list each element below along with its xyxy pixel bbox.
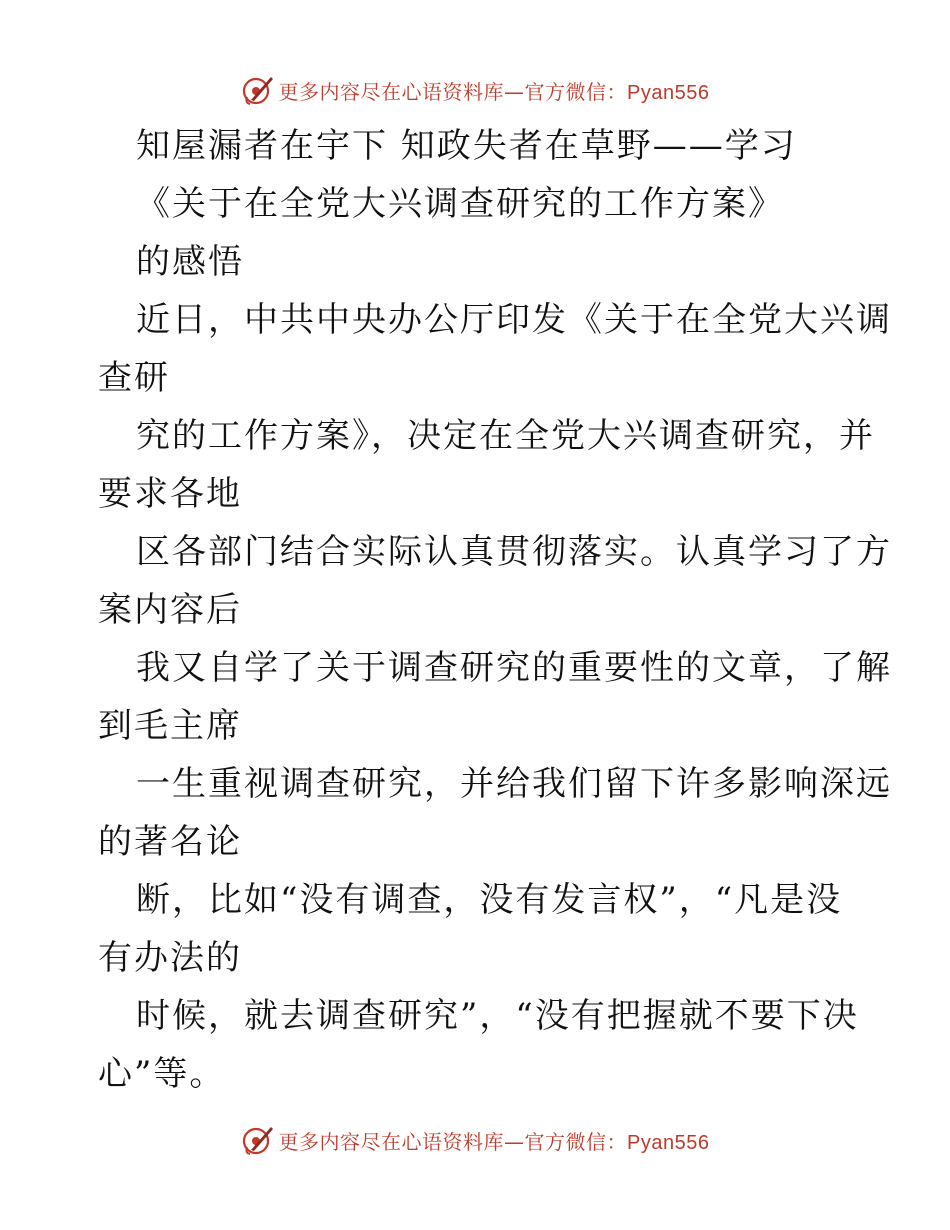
document-text-line: 一生重视调查研究，并给我们留下许多影响深远 (136, 764, 892, 804)
document-text-line: 区各部门结合实际认真贯彻落实。认真学习了方 (136, 532, 892, 572)
quill-pen-logo-icon (241, 73, 275, 107)
document-text-line: 有办法的 (98, 938, 242, 978)
footer-wechat-id: Pyan556 (627, 1131, 710, 1154)
document-text-line: 案内容后 (98, 590, 242, 630)
document-body (98, 117, 892, 1103)
footer-banner-text (279, 1126, 710, 1155)
document-text-line: 的感悟 (136, 242, 244, 282)
header-banner-text (279, 76, 710, 105)
document-text-line: 的著名论 (98, 822, 242, 862)
document-text-line: 断，比如“没有调查，没有发言权”，“凡是没 (136, 880, 843, 920)
document-text-line: 查研 (98, 358, 170, 398)
document-text-line: 究的工作方案》，决定在全党大兴调查研究，并 (136, 416, 875, 456)
footer-watermark-banner (0, 1120, 950, 1160)
quill-pen-logo-icon (241, 1123, 275, 1157)
document-text-line: 《关于在全党大兴调查研究的工作方案》 (136, 184, 784, 224)
document-text-line: 心”等。 (98, 1054, 226, 1094)
document-text-line: 到毛主席 (98, 706, 242, 746)
document-text-line: 近日，中共中央办公厅印发《关于在全党大兴调 (136, 300, 892, 340)
header-watermark-banner (0, 70, 950, 110)
header-banner-label: 更多内容尽在心语资料库—官方微信： (278, 79, 628, 104)
header-wechat-id: Pyan556 (627, 81, 710, 104)
footer-banner-label: 更多内容尽在心语资料库—官方微信： (278, 1129, 628, 1154)
document-text-line: 时候，就去调查研究”，“没有把握就不要下决 (136, 996, 859, 1036)
document-text-line: 知屋漏者在宇下 知政失者在草野——学习 (136, 126, 797, 166)
document-text-line: 要求各地 (98, 474, 242, 514)
document-text-line: 我又自学了关于调查研究的重要性的文章，了解 (136, 648, 892, 688)
